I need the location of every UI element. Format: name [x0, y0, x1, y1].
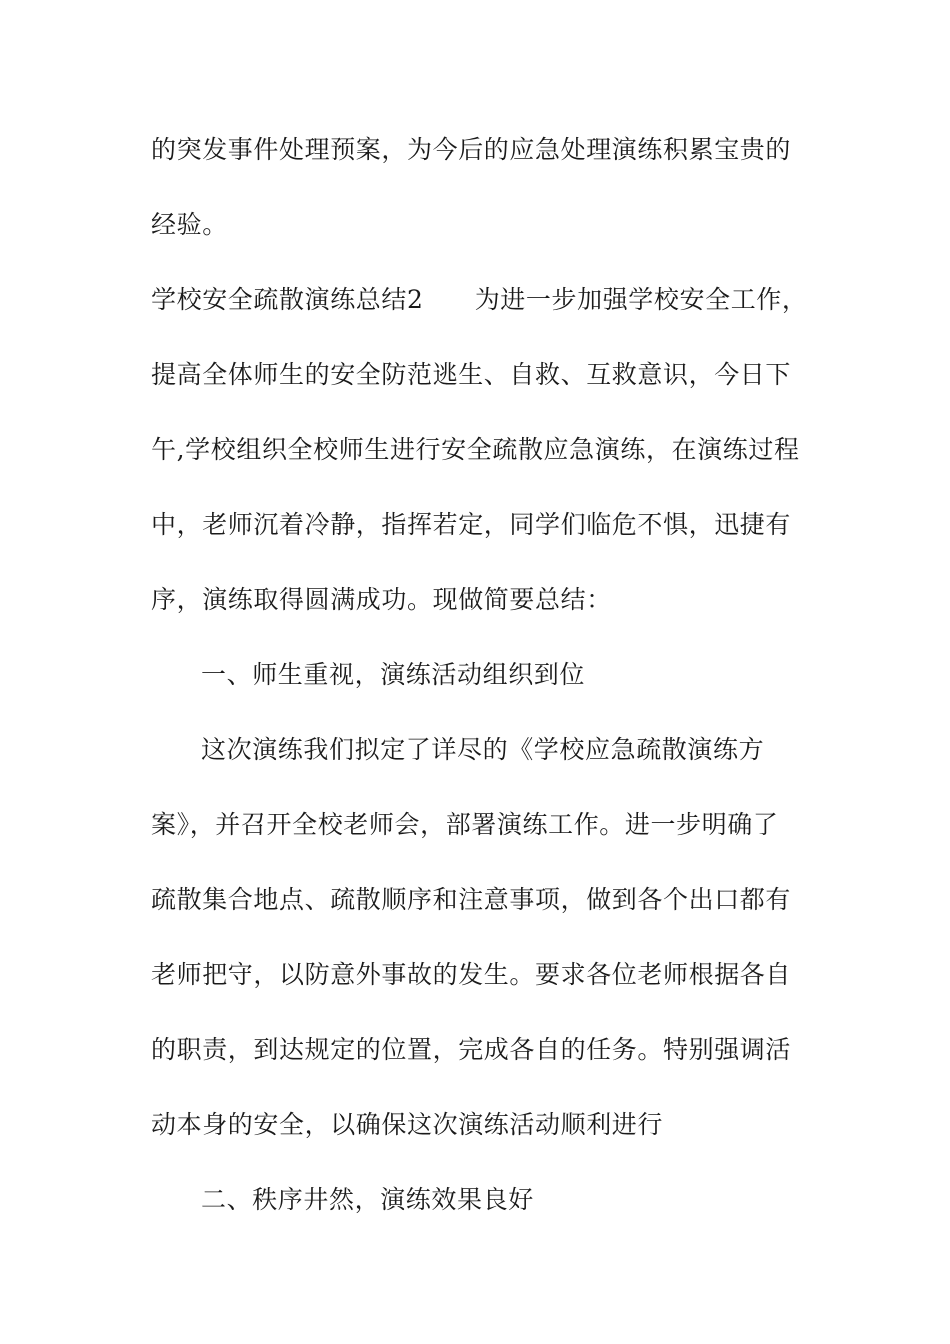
text-line: 经验。	[151, 210, 228, 239]
text-line: 的职责，到达规定的位置，完成各自的任务。特别强调活	[151, 1035, 792, 1064]
text-line: 老师把守，以防意外事故的发生。要求各位老师根据各自	[151, 960, 792, 989]
subheading-two: 二、秩序井然，演练效果良好	[201, 1185, 534, 1214]
section-title-line: 学校安全疏散演练总结2 为进一步加强学校安全工作，	[151, 285, 808, 314]
text-line: 案》，并召开全校老师会，部署演练工作。进一步明确了	[151, 810, 779, 839]
text-line: 中，老师沉着冷静，指挥若定，同学们临危不惧，迅捷有	[151, 510, 792, 539]
text-line: 提高全体师生的安全防范逃生、自救、互救意识，今日下	[151, 360, 792, 389]
text-line: 序，演练取得圆满成功。现做简要总结：	[151, 585, 612, 614]
text-line: 的突发事件处理预案，为今后的应急处理演练积累宝贵的	[151, 135, 792, 164]
text-line: 动本身的安全，以确保这次演练活动顺利进行	[151, 1110, 664, 1139]
text-line: 午,学校组织全校师生进行安全疏散应急演练，在演练过程	[151, 435, 800, 464]
subheading-one: 一、师生重视，演练活动组织到位	[201, 660, 586, 689]
paragraph-start-line: 这次演练我们拟定了详尽的《学校应急疏散演练方	[201, 735, 765, 764]
text-line: 疏散集合地点、疏散顺序和注意事项，做到各个出口都有	[151, 885, 792, 914]
